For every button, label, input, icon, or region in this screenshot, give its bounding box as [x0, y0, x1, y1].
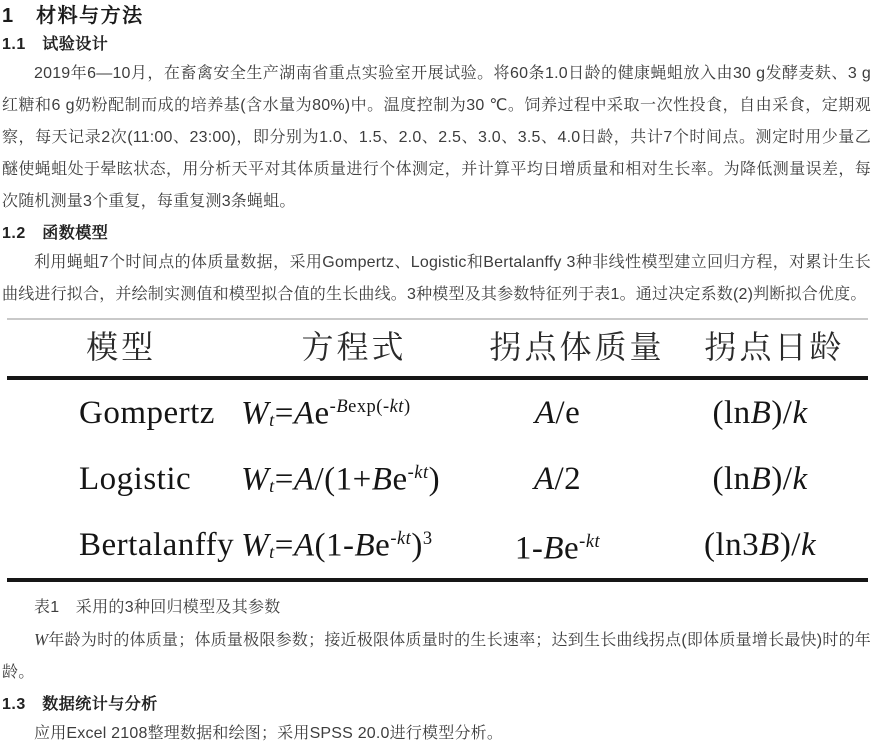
inflection-mass-value: $1-Be^{-kt}$: [514, 530, 601, 567]
model-name: Bertalanffy: [79, 527, 235, 563]
note-text: 年龄为时的体质量；体质量极限参数；接近极限体质量时的生长速率；达到生长曲线拐点(即体质量增长最快)时的年龄。: [2, 632, 871, 681]
inflection-age-value: (lnB)/k: [712, 461, 808, 497]
subsection-title-statistics: 1.3 数据统计与分析: [2, 696, 158, 713]
table-header-row: [7, 320, 868, 378]
section-title-materials-methods: 1 材料与方法: [2, 5, 144, 27]
model-name: Gompertz: [79, 395, 215, 431]
table-header-equation: 方程式: [235, 320, 473, 378]
model-equation: $Wt=A(1-Be^{-kt})^3$: [241, 527, 433, 564]
models-table: [7, 320, 868, 582]
models-table-container: [7, 318, 868, 582]
table-row-bertalanffy: [7, 512, 868, 580]
table-note: [2, 624, 871, 689]
model-equation: $Wt=A/(1+Be^{-kt})$: [241, 461, 441, 498]
table-header-inflection-age: 拐点日龄: [681, 320, 868, 378]
inflection-mass-value: A/e: [534, 395, 581, 431]
inflection-age-value: (lnB)/k: [712, 395, 808, 431]
paragraph-experiment-design: 2019年6—10月，在畜禽安全生产湖南省重点实验室开展试验。将60条1.0日龄的健康蝇蛆放入由30 g发酵麦麸、3 g红糖和6 g奶粉配制而成的培养基(含水量为80%)中。温度控制为30 ℃。饲养过程中采取一次性投食，自由采食，定期观察，每天记录2次(11:00、23:00)，即分别为1.0、1.5、2.0、2.5、3.0、3.5、4.0日龄，共计7个时间点。测定时用少量乙醚使蝇蛆处于晕眩状态，用分析天平对其体质量进行个体测定，并计算平均日增质量和相对生长率。为降低测量误差，每次随机测量3个重复，每重复测3条蝇蛆。: [2, 65, 871, 210]
table-header-inflection-mass: 拐点体质量: [473, 320, 681, 378]
paragraph-function-models: 利用蝇蛆7个时间点的体质量数据，采用Gompertz、Logistic和Bertalanffy 3种非线性模型建立回归方程，对累计生长曲线进行拟合，并绘制实测值和模型拟合值的生长曲线。3种模型及其参数特征列于表1。通过决定系数(2)判断拟合优度。: [2, 254, 871, 303]
model-name: Logistic: [79, 461, 192, 497]
table-caption: 表1 采用的3种回归模型及其参数: [34, 599, 281, 616]
paragraph-statistics: 应用Excel 2108整理数据和绘图；采用SPSS 20.0进行模型分析。: [34, 725, 504, 742]
subsection-title-function-models: 1.2 函数模型: [2, 225, 109, 242]
note-symbol-w: W: [34, 630, 49, 649]
model-equation: $Wt=Ae^{-Bexp(-kt)}$: [241, 395, 411, 432]
inflection-mass-value: A/2: [533, 461, 582, 497]
table-row-logistic: [7, 446, 868, 512]
table-header-model: 模型: [7, 320, 235, 378]
subsection-title-experiment-design: 1.1 试验设计: [2, 36, 109, 53]
inflection-age-value: (ln3B)/k: [703, 527, 817, 563]
table-row-gompertz: [7, 378, 868, 446]
